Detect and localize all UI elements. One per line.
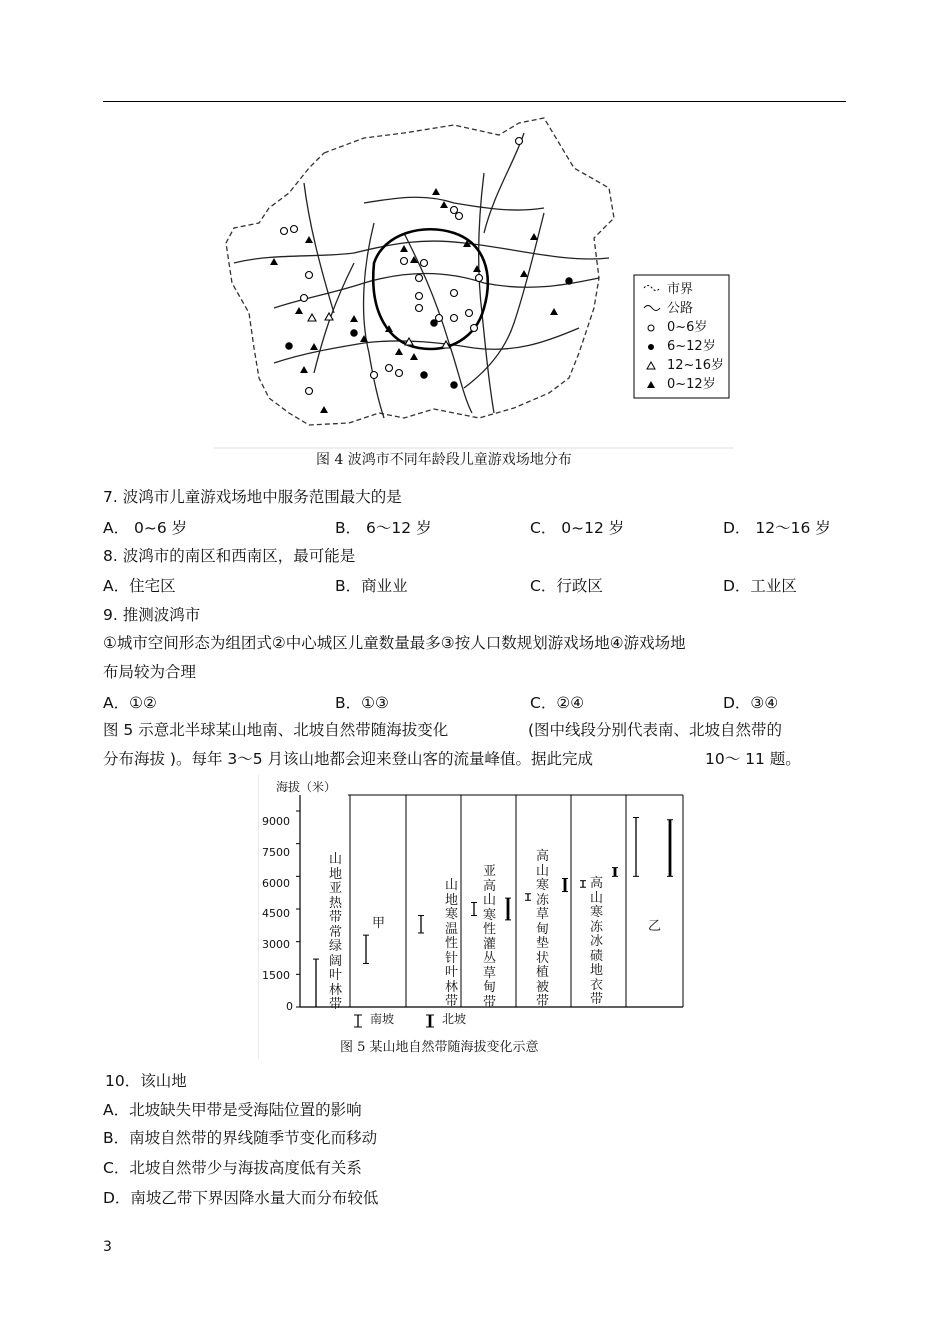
q9-stem: 9. 推测波鸿市 (103, 606, 201, 624)
q7-stem: 7. 波鸿市儿童游戏场地中服务范围最大的是 (103, 488, 402, 506)
intro-line1b: (图中线段分别代表南、北坡自然带的 (528, 721, 783, 739)
figure-4-caption: 图 4 波鸿市不同年龄段儿童游戏场地分布 (316, 452, 572, 468)
north-slope-bar (562, 879, 568, 892)
q9-statements-line1: ①城市空间形态为组团式②中心城区儿童数量最多③按人口数规划游戏场地④游戏场地 (103, 634, 686, 652)
legend-label-0-12: 0~12岁 (667, 377, 716, 392)
q10-option-b[interactable]: B．南坡自然带的界线随季节变化而移动 (103, 1129, 378, 1147)
q9-option-c[interactable]: C．②④ (530, 694, 585, 712)
south-slope-bar (418, 916, 424, 933)
south-slope-bar (363, 935, 369, 963)
page-number: 3 (103, 1239, 112, 1255)
figure-4-map (214, 113, 734, 473)
q9-option-b[interactable]: B．①③ (335, 694, 389, 712)
q9-option-a[interactable]: A．①② (103, 694, 157, 712)
y-tick-7500: 7500 (262, 846, 290, 859)
q8-option-c[interactable]: C．行政区 (530, 577, 603, 595)
y-tick-6000: 6000 (262, 877, 290, 890)
y-tick-9000: 9000 (262, 815, 290, 828)
south-slope-bar (580, 881, 586, 888)
legend-south-slope: 南坡 (370, 1012, 395, 1026)
q7-option-b[interactable]: B． 6～12 岁 (335, 519, 432, 537)
north-slope-bar (505, 898, 511, 920)
y-tick-3000: 3000 (262, 938, 290, 951)
intro-line2a: 分布海拔 )。每年 3～5 月该山地都会迎来登山客的流量峰值。据此完成 (103, 750, 594, 768)
legend-label-12-16: 12~16岁 (667, 358, 724, 373)
legend-label-boundary: 市界 (667, 282, 694, 297)
q10-option-a[interactable]: A．北坡缺失甲带是受海陆位置的影响 (103, 1101, 362, 1119)
y-tick-1500: 1500 (262, 969, 290, 982)
figure-5-caption: 图 5 某山地自然带随海拔变化示意 (340, 1040, 539, 1055)
q10-stem: 10．该山地 (105, 1072, 187, 1090)
q10-option-c[interactable]: C．北坡自然带少与海拔高度低有关系 (103, 1159, 362, 1177)
figure-5-chart (258, 775, 690, 1059)
q7-option-c[interactable]: C． 0~12 岁 (530, 519, 625, 537)
q7-option-d[interactable]: D． 12～16 岁 (723, 519, 831, 537)
north-slope-bar (612, 868, 618, 877)
header-rule (103, 101, 846, 102)
q9-option-d[interactable]: D．③④ (723, 694, 779, 712)
q8-option-a[interactable]: A．住宅区 (103, 577, 176, 595)
city-boundary (226, 118, 614, 425)
q8-option-b[interactable]: B．商业业 (335, 577, 408, 595)
zone-label-subtropical: 山地亚热带常绿阔叶林带 (329, 852, 343, 1012)
legend-north-slope: 北坡 (442, 1012, 467, 1026)
zone-label-jia: 甲 (372, 916, 386, 931)
legend-label-6-12: 6~12岁 (667, 339, 716, 354)
y-tick-4500: 4500 (262, 907, 290, 920)
intro-line1a: 图 5 示意北半球某山地南、北坡自然带随海拔变化 (103, 721, 449, 739)
south-slope-bar (313, 959, 319, 1007)
north-slope-bar (667, 820, 673, 877)
south-slope-bar (633, 818, 639, 877)
q10-option-d[interactable]: D．南坡乙带下界因降水量大而分布较低 (103, 1189, 379, 1207)
zone-label-alpine-lichen: 高山寒冻冰碛地衣带 (590, 876, 604, 1007)
legend-label-0-6: 0~6岁 (667, 320, 708, 335)
zone-label-alpine-meadow: 高山寒冻草甸垫状植被带 (536, 849, 550, 1009)
q7-option-a[interactable]: A． 0~6 岁 (103, 519, 188, 537)
q8-option-d[interactable]: D．工业区 (723, 577, 797, 595)
y-tick-0: 0 (286, 1000, 293, 1013)
zone-label-yi: 乙 (648, 919, 662, 934)
south-slope-bar (471, 902, 477, 915)
south-slope-bar (525, 894, 531, 901)
intro-line2b: 10～ 11 题。 (705, 750, 801, 768)
zone-label-subalpine: 亚高山寒性灌丛草甸带 (483, 864, 497, 1010)
y-axis-title: 海拔（米） (276, 780, 337, 794)
q8-stem: 8. 波鸿市的南区和西南区，最可能是 (103, 547, 356, 565)
zone-label-coniferous: 山地寒温性针叶林带 (445, 878, 459, 1009)
q9-statements-line2: 布局较为合理 (103, 663, 197, 681)
legend-label-road: 公路 (667, 301, 694, 316)
